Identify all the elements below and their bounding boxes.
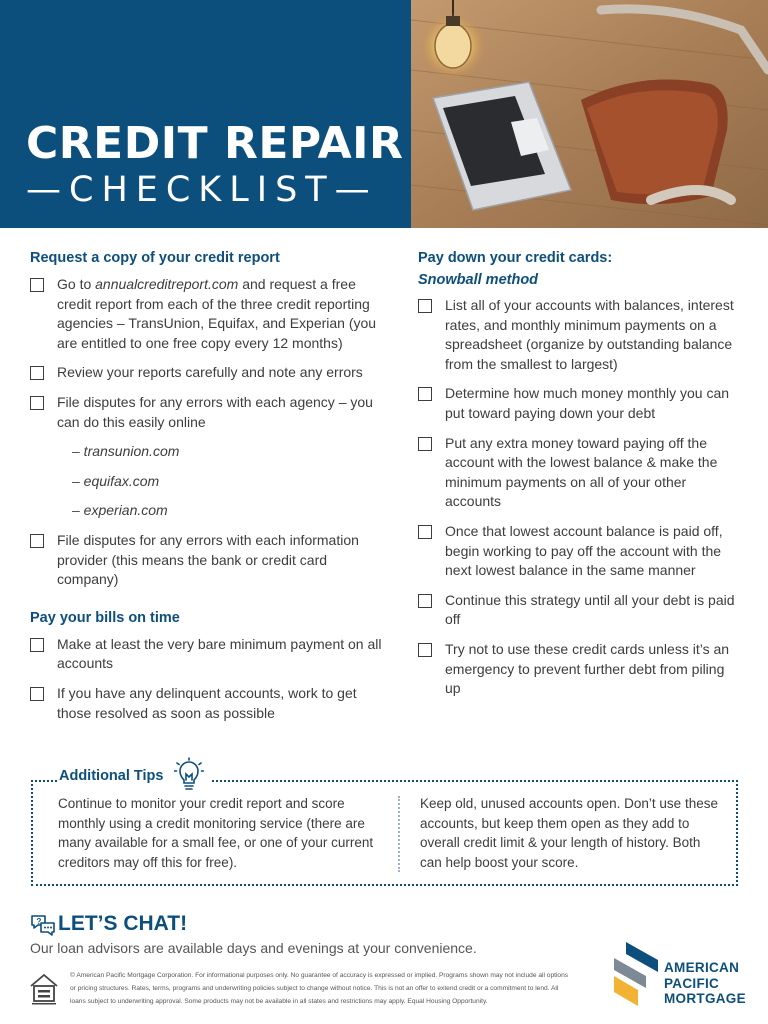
american-pacific-logo-text: AMERICAN PACIFIC MORTGAGE [664, 960, 746, 1006]
section-title-pay-down: Pay down your credit cards: [418, 250, 613, 266]
experian-link[interactable]: – experian.com [72, 502, 168, 519]
header-photo-laptop-chair [411, 0, 768, 228]
checkbox[interactable] [418, 437, 432, 451]
checkbox[interactable] [30, 638, 44, 652]
checklist-item[interactable]: If you have any delinquent accounts, work to get those resolved as soon as possible [30, 684, 382, 723]
checkbox[interactable] [30, 396, 44, 410]
header [0, 0, 768, 228]
tip-keep-accounts-open: Keep old, unused accounts open. Don’t use these accounts, but keep them open as they add to overall credit limit & your length of history. Both can help boost your score. [420, 796, 718, 870]
checklist-item[interactable]: Once that lowest account balance is paid off, begin working to pay off the account with the next lowest balance in the same manner [418, 522, 740, 581]
section-title-credit-report: Request a copy of your credit report [30, 250, 280, 266]
checkbox[interactable] [30, 278, 44, 292]
checklist-item[interactable]: Determine how much money monthly you can put toward paying down your debt [418, 384, 740, 423]
checklist-item[interactable]: Try not to use these credit cards unless it’s an emergency to prevent further debt from piling up [418, 640, 740, 699]
tip-monitor-credit: Continue to monitor your credit report and score monthly using a credit monitoring service (there are many available for a small fee, or one of your current creditors may off this for free). [58, 796, 374, 870]
checkbox[interactable] [418, 594, 432, 608]
checkbox[interactable] [418, 643, 432, 657]
checklist-item[interactable]: File disputes for any errors with each agency – you can do this easily online [30, 393, 382, 432]
tips-divider [398, 796, 400, 872]
checklist-item[interactable]: Continue this strategy until all your debt is paid off [418, 591, 740, 630]
tips-border-top-right [212, 780, 738, 782]
lightbulb-icon [174, 757, 204, 791]
equifax-link[interactable]: – equifax.com [72, 472, 160, 489]
checklist-item[interactable]: Go to annualcreditreport.com and request a free credit report from each of the three credit reporting agencies – TransUnion, Equifax, and Experian (you are entitled to one free copy every 12 months) [30, 275, 382, 353]
chat-bubbles-icon [30, 914, 56, 938]
title-banner [0, 0, 411, 228]
tips-border-top-left [31, 780, 57, 782]
transunion-link[interactable]: – transunion.com [72, 443, 180, 460]
checklist-item[interactable]: List all of your accounts with balances, interest rates, and monthly minimum payments on a spreadsheet (organize by outstanding balance from the smallest to largest) [418, 296, 740, 374]
additional-tips-title: Additional Tips [59, 768, 164, 784]
title-line-2: —CHECKLIST— [26, 170, 378, 210]
american-pacific-logo-icon [612, 942, 660, 1006]
equal-housing-icon [29, 972, 59, 1006]
title-line-1: CREDIT REPAIR [26, 118, 404, 169]
checkbox[interactable] [418, 387, 432, 401]
checklist-item[interactable]: Put any extra money toward paying off the account with the lowest balance & make the minimum payments on all of your other accounts [418, 434, 740, 512]
annualcreditreport-link[interactable]: annualcreditreport.com [95, 276, 239, 292]
checkbox[interactable] [30, 534, 44, 548]
checkbox[interactable] [30, 687, 44, 701]
right-column [418, 248, 740, 709]
legal-disclaimer: © American Pacific Mortgage Corporation. For informational purposes only. No guarantee of accuracy is expressed or implied. Programs shown may not include all options or pricing structures. Rates, terms, programs and underwriting policies subject to change without notice. This is not an offer to extend credit or a commitment to lend. All loans subject to underwriting approval. Some products may not be available in all states and restrictions may apply. Equal Housing Opportunity. [70, 972, 569, 1005]
checklist-item[interactable]: File disputes for any errors with each information provider (this means the bank or credit card company) [30, 531, 382, 590]
checkbox[interactable] [30, 366, 44, 380]
checklist-item[interactable]: Make at least the very bare minimum payment on all accounts [30, 635, 382, 674]
svg-text:?: ? [36, 917, 42, 926]
checkbox[interactable] [418, 299, 432, 313]
left-column [30, 248, 382, 733]
section-subtitle-snowball: Snowball method [418, 272, 539, 288]
lets-chat-title: LET’S CHAT! [58, 912, 188, 935]
section-title-pay-bills: Pay your bills on time [30, 609, 180, 626]
lets-chat-subtitle: Our loan advisors are available days and evenings at your convenience. [30, 940, 477, 956]
checklist-item[interactable]: Review your reports carefully and note any errors [30, 363, 382, 383]
checkbox[interactable] [418, 525, 432, 539]
